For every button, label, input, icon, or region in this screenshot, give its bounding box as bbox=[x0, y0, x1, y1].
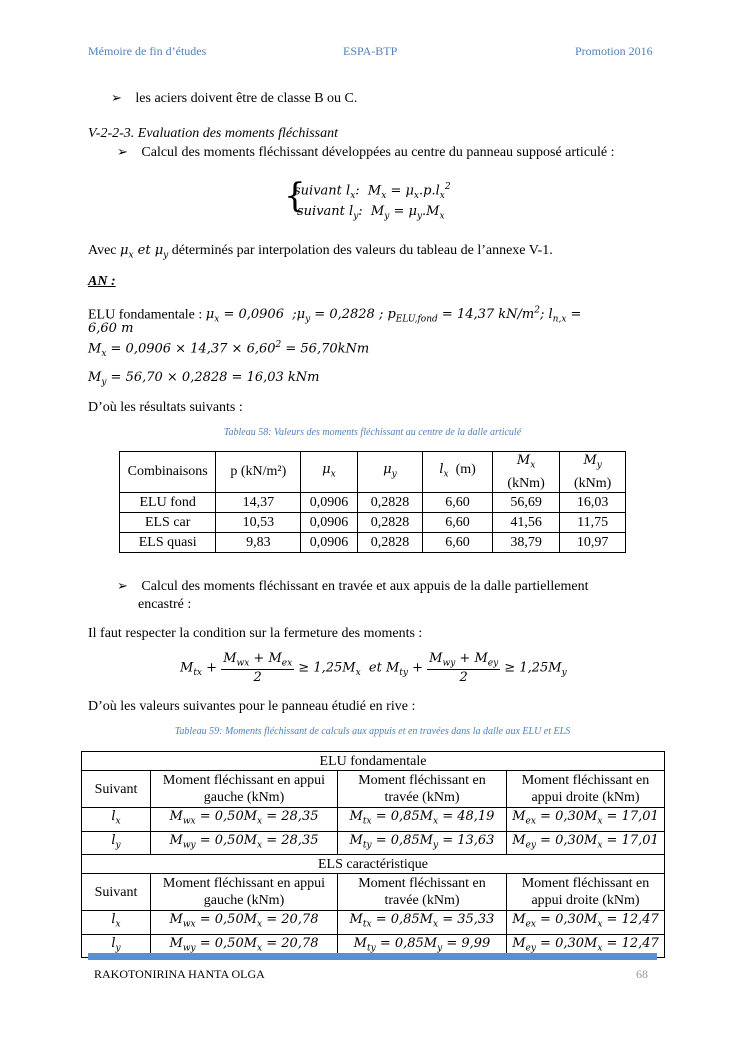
cell-lx: $l_x$ bbox=[82, 808, 151, 832]
avec-paragraph: Avec $\mu_x$ et $\mu_y$ déterminés par interpolation des valeurs du tableau de l’annexe V-1. bbox=[88, 243, 553, 261]
table-58 bbox=[119, 451, 626, 553]
avec-text: déterminés par interpolation des valeurs du tableau de l’annexe V-1. bbox=[171, 243, 553, 258]
header-travee: Moment fléchissant en travée (kNm) bbox=[338, 771, 507, 808]
cell: $M_{wy} = 0,50M_x = 28,35$ bbox=[151, 831, 338, 855]
header-appui-droite: Moment fléchissant en appui droite (kNm) bbox=[507, 874, 665, 911]
header-suivant: Suivant bbox=[82, 771, 151, 808]
header-left: Mémoire de fin d’études bbox=[88, 44, 207, 58]
cell: 16,03 bbox=[560, 492, 626, 512]
cell: 0,0906 bbox=[301, 532, 357, 552]
cell: $M_{wx} = 0,50M_x = 28,35$ bbox=[151, 808, 338, 832]
cell: $M_{tx} = 0,85M_x = 48,19$ bbox=[338, 808, 507, 832]
bullet-3 bbox=[117, 577, 588, 596]
cell: $M_{ey} = 0,30M_x = 17,01$ bbox=[507, 831, 665, 855]
elu-label: ELU fondamentale : bbox=[88, 307, 203, 323]
header-p: p (kN/m²) bbox=[216, 452, 301, 493]
table-row bbox=[120, 492, 626, 512]
cell: $M_{ty} = 0,85M_y = 9,99$ bbox=[338, 934, 507, 958]
equation-line-2: suivant $l_y$: $M_y = \mu_y.M_x$ bbox=[297, 204, 445, 222]
cell-lx: $l_x$ bbox=[82, 911, 151, 935]
table-row bbox=[82, 808, 665, 832]
bullet-arrow-icon: ➢ bbox=[117, 578, 128, 593]
header-lx: $l_x$ (m) bbox=[423, 452, 493, 493]
bullet-1-text: les aciers doivent être de classe B ou C. bbox=[135, 91, 358, 106]
bullet-2 bbox=[117, 143, 615, 162]
table-59 bbox=[81, 751, 665, 958]
cell: 56,69 bbox=[492, 492, 560, 512]
header-right: Promotion 2016 bbox=[575, 44, 653, 58]
bullet-2-text: Calcul des moments fléchissant développées au centre du panneau supposé articulé : bbox=[141, 145, 615, 160]
bullet-1 bbox=[111, 89, 357, 108]
elu-params-line-2: 6,60 m bbox=[88, 321, 134, 336]
header-travee: Moment fléchissant en travée (kNm) bbox=[338, 874, 507, 911]
cell: 0,0906 bbox=[301, 512, 357, 532]
section-els: ELS caractéristique bbox=[82, 855, 665, 874]
bullet-arrow-icon: ➢ bbox=[111, 90, 122, 105]
header-appui-gauche: Moment fléchissant en appui gauche (kNm) bbox=[151, 771, 338, 808]
footer-rule bbox=[88, 953, 657, 960]
footer-author: RAKOTONIRINA HANTA OLGA bbox=[94, 967, 265, 981]
cell: $M_{wx} = 0,50M_x = 20,78$ bbox=[151, 911, 338, 935]
header-appui-gauche: Moment fléchissant en appui gauche (kNm) bbox=[151, 874, 338, 911]
inequality-equation: $M_{tx}$ + $\frac{M_{wx} + M_{ex}}{2}$ ≥ $1,25M_x$ et $M_{ty}$ + $\frac{M_{wy} + M_{ey}}{2}$ ≥ $1,25M_y$ bbox=[180, 651, 567, 685]
header-combinaisons: Combinaisons bbox=[120, 452, 216, 493]
section-elu: ELU fondamentale bbox=[82, 752, 665, 771]
values-intro: D’où les valeurs suivantes pour le panneau étudié en rive : bbox=[88, 699, 416, 714]
table-header-row bbox=[120, 452, 626, 493]
condition-text: Il faut respecter la condition sur la fermeture des moments : bbox=[88, 626, 423, 641]
cell: $M_{ty} = 0,85M_y = 13,63$ bbox=[338, 831, 507, 855]
cell: 0,0906 bbox=[301, 492, 357, 512]
cell: 10,53 bbox=[216, 512, 301, 532]
cell-ly: $l_y$ bbox=[82, 831, 151, 855]
table-row bbox=[82, 911, 665, 935]
section-title: V-2-2-3. Evaluation des moments fléchissant bbox=[88, 126, 339, 141]
cell: 41,56 bbox=[492, 512, 560, 532]
cell: ELS car bbox=[120, 512, 216, 532]
header-suivant: Suivant bbox=[82, 874, 151, 911]
bullet-3-text-line-2: encastré : bbox=[138, 597, 192, 612]
cell: 11,75 bbox=[560, 512, 626, 532]
header-mx: $M_x$ (kNm) bbox=[492, 452, 560, 493]
cell: 6,60 bbox=[423, 512, 493, 532]
elu-params-line-1: ELU fondamentale : $\mu_x = 0,0906$ $;\mu_y = 0,2828$ ; $p_{ELU,fond} = 14,37$ $kN/m^2$; $l_{n,x}$ = bbox=[88, 306, 582, 325]
cell: 38,79 bbox=[492, 532, 560, 552]
equation-line-1: suivant $l_x$: $M_x = \mu_x.p.l_x^2$ bbox=[294, 182, 451, 201]
cell: $M_{ey} = 0,30M_x = 12,47$ bbox=[507, 934, 665, 958]
header-appui-droite: Moment fléchissant en appui droite (kNm) bbox=[507, 771, 665, 808]
cell: 9,83 bbox=[216, 532, 301, 552]
bullet-arrow-icon: ➢ bbox=[117, 144, 128, 159]
cell: 0,2828 bbox=[357, 512, 423, 532]
cell: $M_{ex} = 0,30M_x = 17,01$ bbox=[507, 808, 665, 832]
mx-calculation: $M_x = 0,0906 \times 14,37 \times 6,60^2 = 56,70kNm$ bbox=[88, 340, 370, 359]
header-center: ESPA-BTP bbox=[343, 44, 398, 58]
cell: ELU fond bbox=[120, 492, 216, 512]
cell: 6,60 bbox=[423, 492, 493, 512]
cell: 0,2828 bbox=[357, 492, 423, 512]
brace-icon: { bbox=[284, 176, 306, 216]
cell: 0,2828 bbox=[357, 532, 423, 552]
header-my: $M_y$ (kNm) bbox=[560, 452, 626, 493]
cell: $M_{wy} = 0,50M_x = 20,78$ bbox=[151, 934, 338, 958]
an-label: AN : bbox=[88, 274, 116, 289]
table-row bbox=[82, 831, 665, 855]
bullet-3-text: Calcul des moments fléchissant en travée et aux appuis de la dalle partiellement bbox=[141, 579, 589, 594]
table-59-caption: Tableau 59: Moments fléchissant de calculs aux appuis et en travées dans la dalle aux ELU et ELS bbox=[174, 726, 571, 737]
cell-ly: $l_y$ bbox=[82, 934, 151, 958]
cell: 10,97 bbox=[560, 532, 626, 552]
cell: 14,37 bbox=[216, 492, 301, 512]
table-row bbox=[120, 532, 626, 552]
my-calculation: $M_y = 56,70 \times 0,2828 = 16,03$ kNm bbox=[88, 370, 320, 388]
table-58-caption: Tableau 58: Valeurs des moments fléchissant au centre de la dalle articulé bbox=[223, 427, 522, 438]
cell: 6,60 bbox=[423, 532, 493, 552]
cell: $M_{tx} = 0,85M_x = 35,33$ bbox=[338, 911, 507, 935]
table-row bbox=[120, 512, 626, 532]
header-muy: $\mu_y$ bbox=[357, 452, 423, 493]
header-mux: $\mu_x$ bbox=[301, 452, 357, 493]
cell: ELS quasi bbox=[120, 532, 216, 552]
results-intro: D’où les résultats suivants : bbox=[88, 400, 243, 415]
cell: $M_{ex} = 0,30M_x = 12,47$ bbox=[507, 911, 665, 935]
page-number: 68 bbox=[636, 967, 648, 981]
